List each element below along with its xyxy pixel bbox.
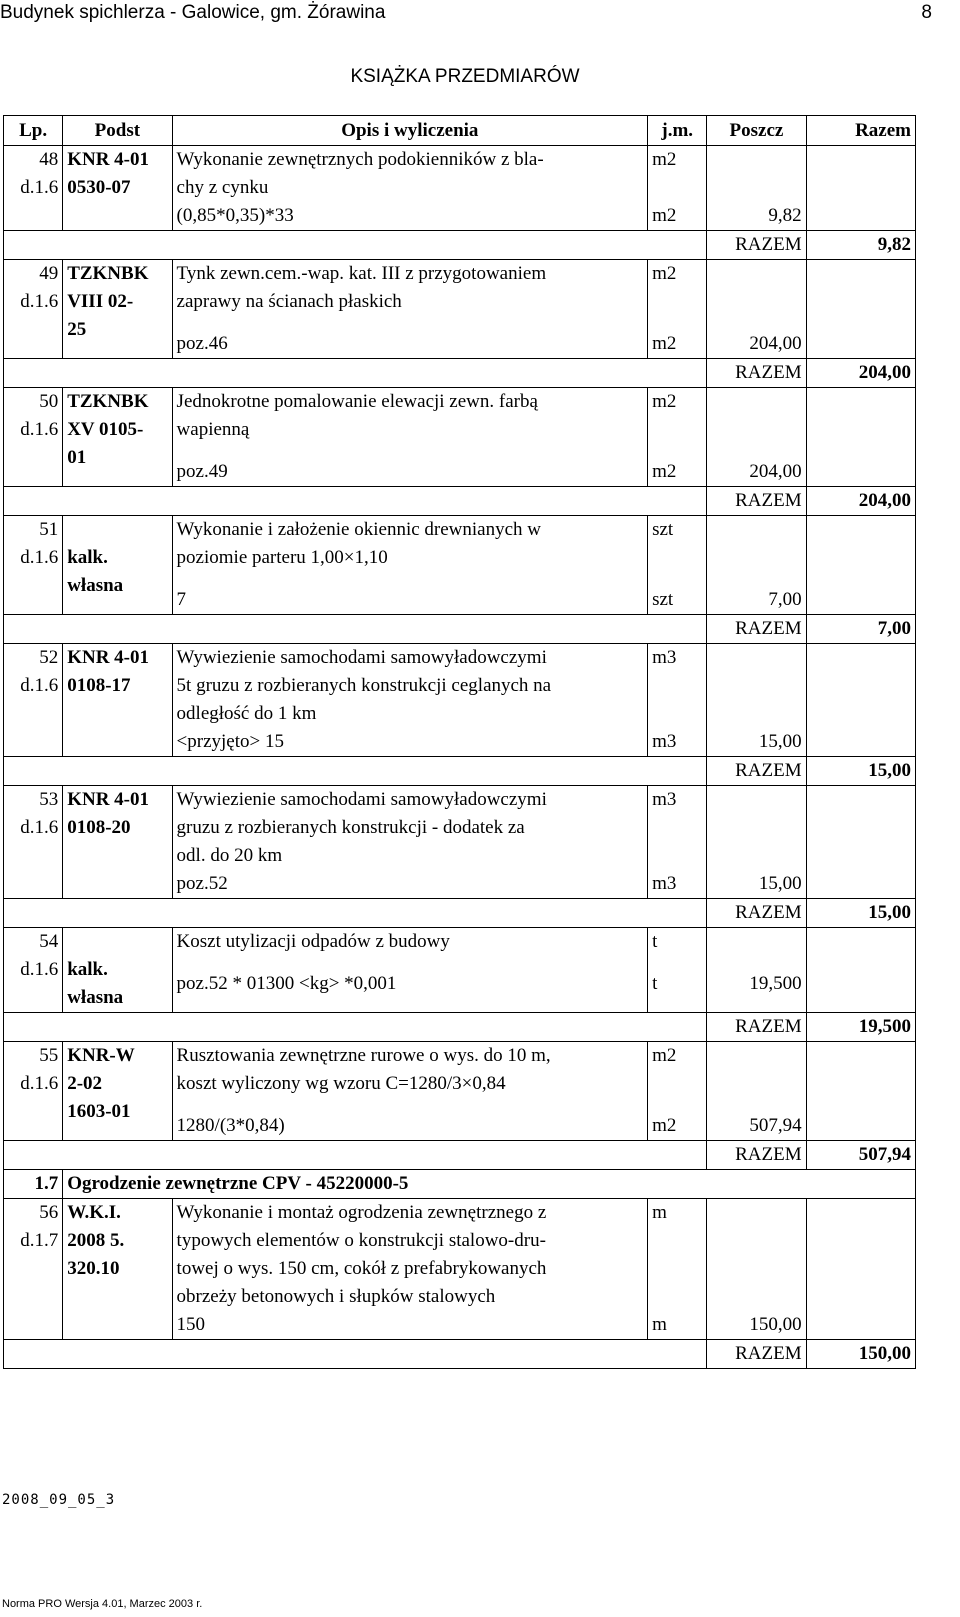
item-description-cell (172, 786, 648, 899)
razem-label: RAZEM (707, 1013, 806, 1042)
item-row (4, 644, 916, 757)
item-calc-value: 19,500 (749, 973, 802, 994)
item-basis-line: KNR 4-01 (67, 647, 149, 668)
item-poszcz-cell (707, 388, 806, 487)
item-calc-value: 15,00 (758, 873, 802, 894)
item-description-line: Wykonanie i montaż ogrodzenia zewnętrznego z (176, 1202, 547, 1223)
item-unit-cell (648, 1042, 707, 1141)
item-calculation: 1280/(3*0,84) (176, 1115, 285, 1136)
item-description-line: Wykonanie zewnętrznych podokienników z bla- (176, 149, 544, 170)
item-basis-cell (63, 388, 172, 487)
item-basis-line: 320.10 (67, 1258, 120, 1279)
razem-row-spacer (4, 1340, 707, 1369)
item-poszcz-cell (707, 1042, 806, 1141)
razem-row-spacer (4, 1141, 707, 1170)
item-number: 49 (39, 263, 59, 284)
razem-label: RAZEM (707, 359, 806, 388)
item-description-line: gruzu z rozbieranych konstrukcji - dodatek za (176, 817, 525, 838)
item-description-line: poziomie parteru 1,00×1,10 (176, 547, 388, 568)
item-row (4, 516, 916, 615)
item-subsection: d.1.6 (20, 675, 59, 696)
razem-value: 204,00 (806, 487, 915, 516)
page-number: 8 (921, 2, 932, 23)
item-razem-cell (806, 786, 915, 899)
item-basis-line: TZKNBK (67, 391, 149, 412)
razem-row (4, 1340, 916, 1369)
item-description-line: odległość do 1 km (176, 703, 317, 724)
item-row (4, 260, 916, 359)
item-subsection: d.1.6 (20, 291, 59, 312)
item-description-line: zaprawy na ścianach płaskich (176, 291, 402, 312)
razem-row (4, 615, 916, 644)
item-poszcz-cell (707, 644, 806, 757)
item-description-line: wapienną (176, 419, 250, 440)
item-unit: t (652, 931, 658, 952)
item-number-cell (4, 786, 63, 899)
item-unit: szt (652, 519, 674, 540)
razem-label: RAZEM (707, 899, 806, 928)
item-unit: m2 (652, 391, 677, 412)
item-number: 54 (39, 931, 59, 952)
razem-row (4, 359, 916, 388)
item-number: 56 (39, 1202, 59, 1223)
razem-row (4, 231, 916, 260)
item-description-line: towej o wys. 150 cm, cokół z prefabrykowanych (176, 1258, 547, 1279)
item-basis-line: kalk. (67, 547, 108, 568)
footer-code: 2008_09_05_3 (2, 1492, 116, 1508)
item-number-cell (4, 516, 63, 615)
item-number: 55 (39, 1045, 59, 1066)
item-number: 52 (39, 647, 59, 668)
razem-row-spacer (4, 487, 707, 516)
item-basis-line: KNR 4-01 (67, 149, 149, 170)
item-subsection: d.1.6 (20, 177, 59, 198)
item-basis-line: własna (67, 987, 124, 1008)
item-description-line: odl. do 20 km (176, 845, 283, 866)
item-poszcz-cell (707, 516, 806, 615)
item-razem-cell (806, 928, 915, 1013)
item-description-cell (172, 388, 648, 487)
item-calc-unit: m3 (652, 873, 677, 894)
razem-row (4, 487, 916, 516)
item-number-cell (4, 388, 63, 487)
razem-value: 150,00 (806, 1340, 915, 1369)
item-description-line: Wywiezienie samochodami samowyładowczymi (176, 647, 547, 668)
document-header: Budynek spichlerza - Galowice, gm. Żórawina (0, 2, 386, 23)
item-basis-line: 25 (67, 319, 87, 340)
item-description-line: Wywiezienie samochodami samowyładowczymi (176, 789, 547, 810)
item-unit: m2 (652, 263, 677, 284)
item-description-line: Wykonanie i założenie okiennic drewnianych w (176, 519, 542, 540)
item-basis-line: 01 (67, 447, 87, 468)
item-razem-cell (806, 1199, 915, 1340)
item-row (4, 786, 916, 899)
item-basis-cell (63, 786, 172, 899)
item-row (4, 928, 916, 1013)
item-row (4, 1042, 916, 1141)
razem-row (4, 1141, 916, 1170)
item-poszcz-cell (707, 1199, 806, 1340)
item-unit-cell (648, 928, 707, 1013)
item-basis-line: kalk. (67, 959, 108, 980)
item-description-line: Koszt utylizacji odpadów z budowy (176, 931, 450, 952)
item-number: 48 (39, 149, 59, 170)
item-calc-value: 9,82 (768, 205, 802, 226)
razem-row-spacer (4, 231, 707, 260)
col-header-jm: j.m. (648, 116, 707, 146)
item-number-cell (4, 1042, 63, 1141)
item-basis-cell (63, 516, 172, 615)
col-header-poszcz: Poszcz (707, 116, 806, 146)
item-description-line: typowych elementów o konstrukcji stalowo-dru- (176, 1230, 546, 1251)
razem-row-spacer (4, 757, 707, 786)
item-calc-value: 7,00 (768, 589, 802, 610)
item-basis-line: 0108-20 (67, 817, 131, 838)
item-description-cell (172, 260, 648, 359)
razem-value: 7,00 (806, 615, 915, 644)
razem-row-spacer (4, 1013, 707, 1042)
item-basis-cell (63, 260, 172, 359)
section-number: 1.7 (4, 1170, 63, 1199)
razem-value: 9,82 (806, 231, 915, 260)
item-number-cell (4, 928, 63, 1013)
item-basis-line: 0530-07 (67, 177, 131, 198)
item-razem-cell (806, 1042, 915, 1141)
razem-row (4, 757, 916, 786)
item-calculation: <przyjęto> 15 (176, 731, 284, 752)
razem-label: RAZEM (707, 1340, 806, 1369)
item-basis-line: VIII 02- (67, 291, 134, 312)
razem-label: RAZEM (707, 487, 806, 516)
item-razem-cell (806, 644, 915, 757)
item-unit-cell (648, 260, 707, 359)
item-calculation: 150 (176, 1314, 206, 1335)
item-description-cell (172, 1199, 648, 1340)
item-calc-unit: m2 (652, 333, 677, 354)
item-basis-line: XV 0105- (67, 419, 144, 440)
razem-row-spacer (4, 359, 707, 388)
item-calculation: poz.52 * 01300 <kg> *0,001 (176, 973, 397, 994)
item-unit-cell (648, 146, 707, 231)
item-unit-cell (648, 516, 707, 615)
item-calculation: 7 (176, 589, 187, 610)
item-calc-unit: szt (652, 589, 674, 610)
item-calc-unit: m2 (652, 1115, 677, 1136)
razem-row (4, 1013, 916, 1042)
item-unit-cell (648, 388, 707, 487)
item-unit: m2 (652, 1045, 677, 1066)
item-basis-line: 0108-17 (67, 675, 131, 696)
item-description-cell (172, 928, 648, 1013)
item-subsection: d.1.6 (20, 547, 59, 568)
table-header-row (4, 116, 916, 146)
item-calc-value: 204,00 (749, 333, 802, 354)
item-basis-line: KNR-W (67, 1045, 135, 1066)
item-basis-cell (63, 1042, 172, 1141)
item-razem-cell (806, 260, 915, 359)
item-calc-unit: m2 (652, 205, 677, 226)
item-basis-line: TZKNBK (67, 263, 149, 284)
item-description-cell (172, 644, 648, 757)
item-calc-unit: m2 (652, 461, 677, 482)
item-razem-cell (806, 146, 915, 231)
section-title: Ogrodzenie zewnętrzne CPV - 45220000-5 (63, 1170, 916, 1199)
col-header-podst: Podst (63, 116, 172, 146)
item-number-cell (4, 260, 63, 359)
item-poszcz-cell (707, 928, 806, 1013)
item-subsection: d.1.6 (20, 419, 59, 440)
item-subsection: d.1.6 (20, 817, 59, 838)
item-calculation: (0,85*0,35)*33 (176, 205, 294, 226)
item-basis-line: 1603-01 (67, 1101, 131, 1122)
razem-row (4, 899, 916, 928)
item-number: 53 (39, 789, 59, 810)
razem-label: RAZEM (707, 231, 806, 260)
razem-label: RAZEM (707, 1141, 806, 1170)
item-row (4, 1199, 916, 1340)
item-row (4, 388, 916, 487)
item-unit-cell (648, 786, 707, 899)
item-calc-value: 150,00 (749, 1314, 802, 1335)
item-description-line: obrzeży betonowych i słupków stalowych (176, 1286, 496, 1307)
item-basis-cell (63, 928, 172, 1013)
item-calc-unit: m (652, 1314, 667, 1335)
col-header-razem: Razem (806, 116, 915, 146)
estimate-table (3, 115, 916, 1369)
item-calc-unit: t (652, 973, 658, 994)
item-razem-cell (806, 516, 915, 615)
page-title: KSIĄŻKA PRZEDMIARÓW (350, 66, 580, 87)
item-number-cell (4, 644, 63, 757)
item-basis-line: 2008 5. (67, 1230, 125, 1251)
item-basis-line (67, 928, 167, 956)
item-poszcz-cell (707, 786, 806, 899)
razem-value: 19,500 (806, 1013, 915, 1042)
item-description-cell (172, 1042, 648, 1141)
item-description-line: Rusztowania zewnętrzne rurowe o wys. do 10 m, (176, 1045, 551, 1066)
item-description-line: koszt wyliczony wg wzoru C=1280/3×0,84 (176, 1073, 506, 1094)
item-unit: m3 (652, 789, 677, 810)
item-subsection: d.1.7 (20, 1230, 59, 1251)
razem-row-spacer (4, 899, 707, 928)
item-basis-line: W.K.I. (67, 1202, 121, 1223)
item-basis-line: własna (67, 575, 124, 596)
col-header-opis: Opis i wyliczenia (172, 116, 648, 146)
razem-value: 204,00 (806, 359, 915, 388)
item-number: 51 (39, 519, 59, 540)
item-description-cell (172, 146, 648, 231)
item-basis-cell (63, 146, 172, 231)
item-unit: m (652, 1202, 667, 1223)
item-basis-cell (63, 644, 172, 757)
item-number-cell (4, 1199, 63, 1340)
item-basis-line: KNR 4-01 (67, 789, 149, 810)
item-number-cell (4, 146, 63, 231)
item-calc-value: 204,00 (749, 461, 802, 482)
item-calc-value: 15,00 (758, 731, 802, 752)
item-poszcz-cell (707, 260, 806, 359)
item-row (4, 146, 916, 231)
item-calc-value: 507,94 (749, 1115, 802, 1136)
item-description-line: Jednokrotne pomalowanie elewacji zewn. farbą (176, 391, 538, 412)
col-header-lp: Lp. (4, 116, 63, 146)
section-row (4, 1170, 916, 1199)
item-razem-cell (806, 388, 915, 487)
item-description-cell (172, 516, 648, 615)
item-subsection: d.1.6 (20, 1073, 59, 1094)
item-basis-cell (63, 1199, 172, 1340)
item-unit-cell (648, 1199, 707, 1340)
item-description-line: chy z cynku (176, 177, 269, 198)
razem-value: 15,00 (806, 757, 915, 786)
item-description-line: 5t gruzu z rozbieranych konstrukcji ceglanych na (176, 675, 552, 696)
item-number: 50 (39, 391, 59, 412)
item-calculation: poz.49 (176, 461, 228, 482)
item-calc-unit: m3 (652, 731, 677, 752)
item-unit: m2 (652, 149, 677, 170)
footer-software: Norma PRO Wersja 4.01, Marzec 2003 r. (2, 1598, 203, 1610)
item-unit-cell (648, 644, 707, 757)
razem-row-spacer (4, 615, 707, 644)
item-calculation: poz.52 (176, 873, 228, 894)
item-basis-line (67, 516, 167, 544)
item-subsection: d.1.6 (20, 959, 59, 980)
razem-value: 15,00 (806, 899, 915, 928)
item-poszcz-cell (707, 146, 806, 231)
item-basis-line: 2-02 (67, 1073, 103, 1094)
item-unit: m3 (652, 647, 677, 668)
razem-label: RAZEM (707, 757, 806, 786)
razem-value: 507,94 (806, 1141, 915, 1170)
item-calculation: poz.46 (176, 333, 228, 354)
item-description-line: Tynk zewn.cem.-wap. kat. III z przygotowaniem (176, 263, 547, 284)
razem-label: RAZEM (707, 615, 806, 644)
